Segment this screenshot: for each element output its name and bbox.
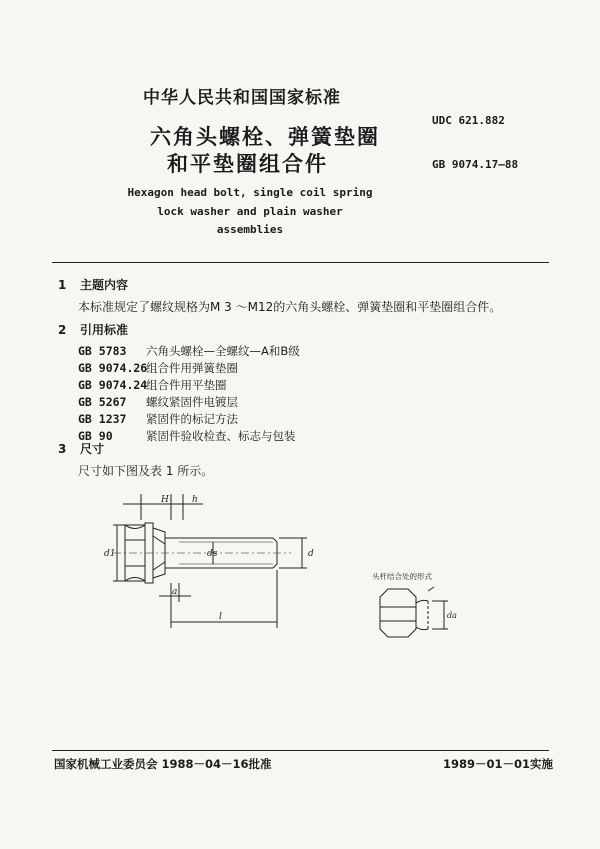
reference-desc: 紧固件的标记方法 xyxy=(146,412,238,426)
section-title: 尺寸 xyxy=(80,442,105,456)
title-cn-line1: 六角头螺栓、弹簧垫圈 xyxy=(150,125,380,149)
reference-code: GB 1237 xyxy=(78,412,127,426)
detail-caption: 头杆结合处的形式 xyxy=(372,572,432,581)
gb-number: GB 9074.17—88 xyxy=(432,158,519,171)
standard-header: 中华人民共和国国家标准 xyxy=(143,88,341,108)
section-3-text: 尺寸如下图及表 1 所示。 xyxy=(78,464,214,478)
dim-label-a: a xyxy=(172,587,178,597)
section-title: 引用标准 xyxy=(80,323,129,337)
reference-code: GB 5783 xyxy=(78,344,127,358)
reference-item xyxy=(78,411,238,427)
title-en-line2: lock washer and plain washer xyxy=(157,205,343,218)
section-number: 2 xyxy=(58,323,67,337)
reference-desc: 组合件用平垫圈 xyxy=(146,378,227,392)
udc-code: UDC 621.882 xyxy=(432,114,505,127)
section-number: 1 xyxy=(58,278,67,292)
reference-item xyxy=(78,428,296,444)
reference-item xyxy=(78,377,227,393)
dim-label-d: d xyxy=(308,549,314,559)
reference-code: GB 5267 xyxy=(78,395,127,409)
section-1-text: 本标准规定了螺纹规格为M 3 ～M12的六角头螺栓、弹簧垫圈和平垫圈组合件。 xyxy=(78,300,502,314)
reference-code: GB 9074.24 xyxy=(78,378,148,392)
title-en-line3: assemblies xyxy=(216,223,284,236)
dim-label-H: H xyxy=(161,495,169,505)
implementation-date: 1989－01－01实施 xyxy=(443,757,554,771)
dim-label-ds: ds xyxy=(207,549,218,559)
dim-label-h: h xyxy=(192,495,198,505)
head-shank-detail-drawing xyxy=(370,585,465,645)
reference-item xyxy=(78,394,238,410)
bolt-assembly-drawing xyxy=(95,490,330,640)
reference-item xyxy=(78,343,300,359)
reference-desc: 螺纹紧固件电镀层 xyxy=(146,395,238,409)
section-title: 主题内容 xyxy=(80,278,129,292)
section-2-heading xyxy=(58,321,128,338)
dim-label-l: l xyxy=(219,612,222,622)
bottom-rule xyxy=(52,750,549,751)
reference-code: GB 90 xyxy=(78,429,113,443)
reference-desc: 六角头螺栓—全螺纹—A和B级 xyxy=(146,344,300,358)
dim-label-d1: d1 xyxy=(104,549,116,559)
reference-desc: 组合件用弹簧垫圈 xyxy=(146,361,238,375)
section-1-heading xyxy=(58,276,128,293)
section-3-heading xyxy=(58,440,104,457)
reference-item xyxy=(78,360,238,376)
top-rule xyxy=(52,262,549,263)
reference-code: GB 9074.26 xyxy=(78,361,148,375)
reference-desc: 紧固件验收检查、标志与包装 xyxy=(146,429,296,443)
dim-label-da: da xyxy=(447,611,457,620)
title-en-line1: Hexagon head bolt, single coil spring xyxy=(127,186,373,199)
title-cn-line2: 和平垫圈组合件 xyxy=(167,152,328,176)
section-number: 3 xyxy=(58,442,67,456)
approval-info: 国家机械工业委员会 1988－04－16批准 xyxy=(54,757,272,771)
